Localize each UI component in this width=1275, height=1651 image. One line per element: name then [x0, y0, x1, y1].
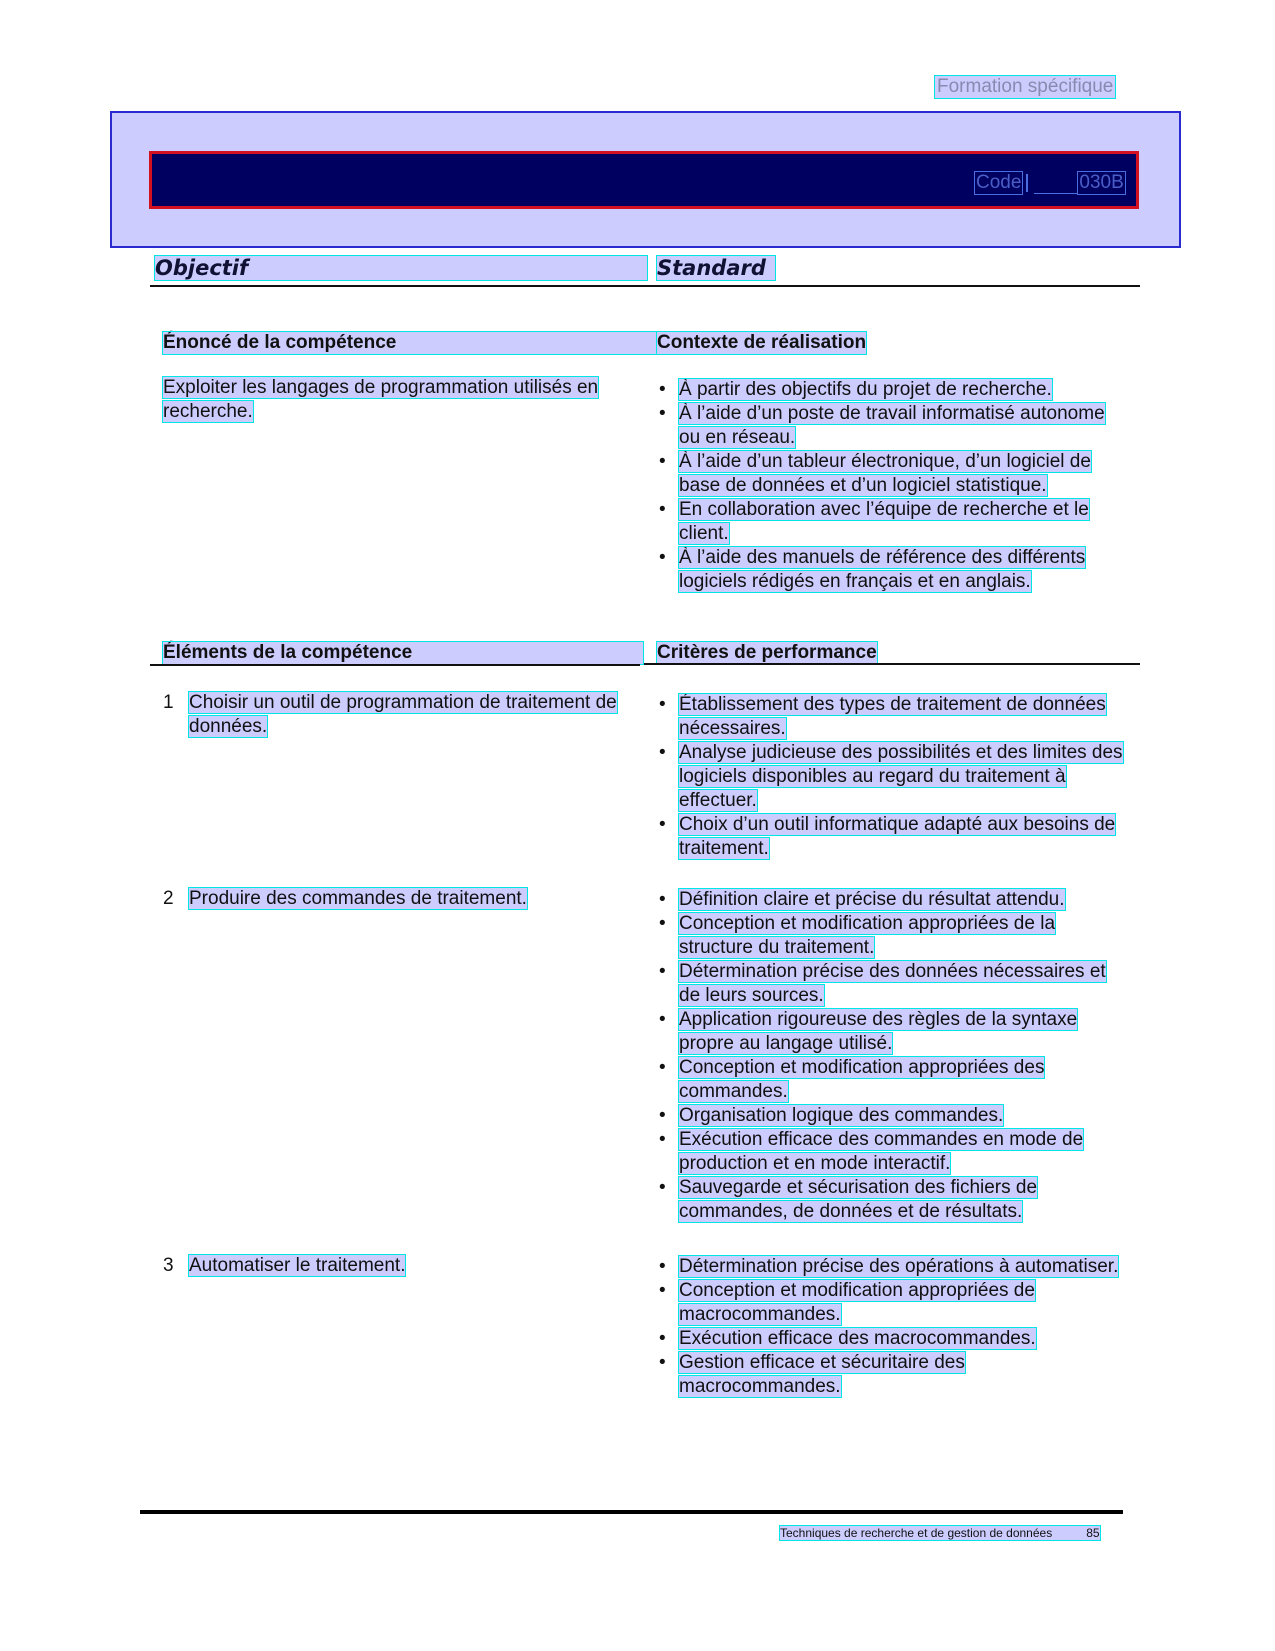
element-text: Produire des commandes de traitement.	[189, 888, 527, 909]
page-footer	[780, 1526, 1100, 1540]
list-item: • Choix d’un outil informatique adapté aux besoins de traitement.	[659, 814, 1116, 859]
list-item: • Conception et modification appropriées de macrocommandes.	[659, 1280, 1035, 1325]
context-header: Contexte de réalisation	[657, 332, 867, 353]
criteria-list-3	[657, 1255, 1127, 1399]
list-item: • Établissement des types de traitement de données nécessaires.	[659, 694, 1106, 739]
criteria-list-1	[657, 693, 1127, 861]
element-number: 2	[163, 888, 174, 909]
list-item: • Exécution efficace des macrocommandes.	[659, 1328, 1036, 1349]
list-item: • Application rigoureuse des règles de la syntaxe propre au langage utilisé.	[659, 1009, 1078, 1054]
statement-header: Énoncé de la compétence	[163, 332, 657, 354]
element-item-2	[163, 887, 633, 911]
code-label: Code	[976, 172, 1022, 193]
criteria-rule	[644, 663, 1140, 665]
statement-text	[163, 376, 657, 424]
list-item: • Organisation logique des commandes.	[659, 1105, 1004, 1126]
statement-text-content: Exploiter les langages de programmation utilisés en recherche.	[163, 377, 599, 422]
elements-rule	[150, 664, 640, 666]
element-number: 1	[163, 692, 174, 713]
element-text: Choisir un outil de programmation de traitement de données.	[189, 692, 617, 737]
element-item-1	[163, 691, 633, 739]
list-item: • En collaboration avec l’équipe de recherche et le client.	[659, 499, 1089, 544]
list-item: • À l’aide d’un tableur électronique, d’un logiciel de base de données et d’un logiciel statistique.	[659, 451, 1091, 496]
list-item: • Définition claire et précise du résultat attendu.	[659, 889, 1065, 910]
list-item: • Analyse judicieuse des possibilités et des limites des logiciels disponibles au regard du traitement à effectuer.	[659, 742, 1123, 811]
page-header-tag: Formation spécifique	[937, 76, 1114, 97]
elements-header: Éléments de la compétence	[163, 642, 643, 664]
list-item: • Détermination précise des opérations à automatiser.	[659, 1256, 1119, 1277]
list-item: • Conception et modification appropriées des commandes.	[659, 1057, 1045, 1102]
code-separator	[1026, 174, 1028, 192]
list-item: • Détermination précise des données nécessaires et de leurs sources.	[659, 961, 1106, 1006]
list-item: • Exécution efficace des commandes en mode de production et en mode interactif.	[659, 1129, 1084, 1174]
page-number: 85	[1086, 1526, 1100, 1540]
code-gap	[1034, 172, 1078, 194]
code-value: 030B	[1079, 172, 1124, 193]
element-item-3	[163, 1254, 633, 1278]
list-item: • Sauvegarde et sécurisation des fichiers de commandes, de données et de résultats.	[659, 1177, 1038, 1222]
criteria-header: Critères de performance	[657, 642, 877, 663]
title-bar	[149, 151, 1139, 209]
objective-title: Objectif	[155, 256, 647, 280]
element-text: Automatiser le traitement.	[189, 1255, 406, 1276]
list-item: • À partir des objectifs du projet de recherche.	[659, 379, 1052, 400]
title-rule	[150, 285, 1140, 287]
list-item: • À l’aide d’un poste de travail informatisé autonome ou en réseau.	[659, 403, 1105, 448]
standard-title: Standard	[657, 256, 775, 280]
footer-rule	[140, 1510, 1123, 1514]
list-item: • Gestion efficace et sécuritaire des macrocommandes.	[659, 1352, 965, 1397]
list-item: • Conception et modification appropriées de la structure du traitement.	[659, 913, 1056, 958]
context-list	[657, 378, 1127, 594]
element-number: 3	[163, 1255, 174, 1276]
list-item: • À l’aide des manuels de référence des différents logiciels rédigés en français et en anglais.	[659, 547, 1086, 592]
footer-title: Techniques de recherche et de gestion de données	[780, 1526, 1053, 1540]
code-box	[975, 172, 1125, 194]
criteria-list-2	[657, 888, 1127, 1224]
